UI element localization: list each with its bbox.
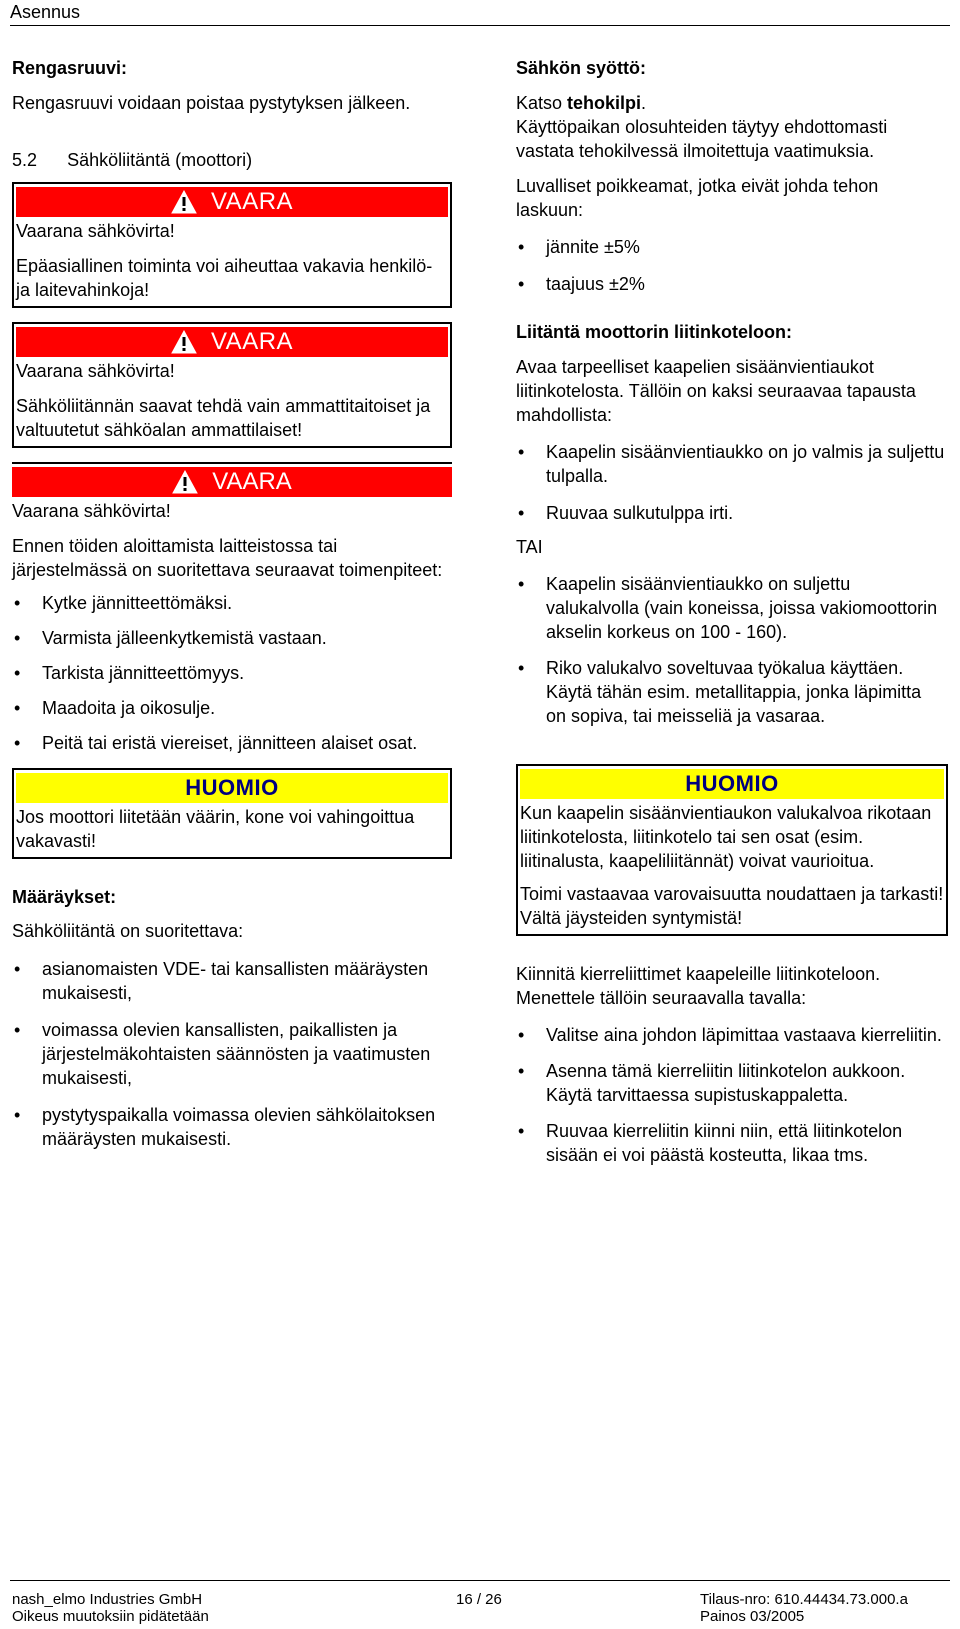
katso-bold: tehokilpi (567, 93, 642, 113)
warning-banner (16, 187, 448, 217)
maaraykset-heading: Määräykset: (12, 887, 117, 907)
warning-text: Epäasiallinen toiminta voi aiheuttaa vakavia henkilö- ja laitevahinkoja! (16, 256, 433, 300)
notice-label: HUOMIO (685, 771, 779, 796)
notice-box-2 (516, 764, 948, 936)
warning-banner (16, 327, 448, 357)
list-item: • pystytyspaikalla voimassa olevien sähkölaitoksen määräysten mukaisesti. (12, 1103, 452, 1151)
section-title: Sähköliitäntä (moottori) (67, 150, 253, 170)
list-item: • Valitse aina johdon läpimittaa vastaava kierreliitin. (516, 1023, 946, 1047)
notice-label: HUOMIO (185, 775, 279, 800)
left-column (12, 56, 452, 1151)
footer-rights: Oikeus muutoksiin pidätetään (12, 1608, 209, 1625)
warning-text: Sähköliitännän saavat tehdä vain ammattitaitoiset ja valtuutetut sähköalan ammattilaiset! (16, 396, 431, 440)
section-number: 5.2 (12, 150, 38, 170)
notice-text: Jos moottori liitetään väärin, kone voi vahingoittua vakavasti! (16, 807, 415, 851)
regulations-list (12, 957, 452, 1151)
case2-list (516, 572, 946, 728)
list-item: • Kaapelin sisäänvientiaukko on jo valmis ja suljettu tulpalla. (516, 440, 946, 488)
warning-title: Vaarana sähkövirta! (16, 361, 175, 381)
list-item: • voimassa olevien kansallisten, paikallisten ja järjestelmäkohtaisten säännösten ja vaatimusten mukaisesti, (12, 1018, 452, 1090)
warning-triangle-icon (172, 470, 198, 494)
list-item: • Maadoita ja oikosulje. (12, 696, 452, 720)
section-heading (12, 148, 452, 172)
list-item: • Ruuvaa kierreliitin kiinni niin, että liitinkotelon sisään ei voi päästä kosteutta, likaa tms. (516, 1119, 946, 1167)
katso-prefix: Katso (516, 93, 568, 113)
notice-banner (16, 773, 448, 803)
list-item: • taajuus ±2% (516, 272, 946, 296)
notice-box-1 (12, 768, 452, 859)
liitanta-text: Avaa tarpeelliset kaapelien sisäänvientiaukot liitinkotelosta. Tällöin on kaksi seuraavaa tapausta mahdollista: (516, 357, 916, 425)
list-item: • Kytke jännitteettömäksi. (12, 591, 452, 615)
footer-order-number: Tilaus-nro: 610.44434.73.000.a (700, 1591, 908, 1608)
footer-page-number: 16 / 26 (456, 1591, 502, 1608)
list-item: • Ruuvaa sulkutulppa irti. (516, 501, 946, 525)
list-item: • jännite ±5% (516, 235, 946, 259)
warning-label: VAARA (210, 328, 294, 355)
warning-label: VAARA (212, 468, 292, 495)
warning-text: Ennen töiden aloittamista laitteistossa tai järjestelmässä on suoritettava seuraavat toimenpiteet: (12, 536, 443, 580)
list-item: • Kaapelin sisäänvientiaukko on suljettu valukalvolla (vain koneissa, joissa vakiomoottorin akselin korkeus on 100 - 160). (516, 572, 946, 644)
kiinnita-text: Kiinnitä kierreliittimet kaapeleille liitinkoteloon. Menettele tällöin seuraavalla tavalla: (516, 964, 881, 1008)
warning-triangle-icon (171, 330, 197, 354)
warning-banner (12, 467, 452, 497)
list-item: • Asenna tämä kierreliitin liitinkotelon aukkoon. Käytä tarvittaessa supistuskappaletta. (516, 1059, 946, 1107)
rengas-heading: Rengasruuvi: (12, 58, 128, 78)
poikkeamat-text: Luvalliset poikkeamat, jotka eivät johda tehon laskuun: (516, 176, 879, 220)
notice-text-2: Toimi vastaavaa varovaisuutta noudattaen ja tarkasti! Vältä jäysteiden syntymistä! (520, 884, 944, 928)
warning-box-2 (12, 322, 452, 448)
maaraykset-text: Sähköliitäntä on suoritettava: (12, 921, 244, 941)
list-item: • Peitä tai eristä viereiset, jännitteen alaiset osat. (12, 731, 452, 755)
tai-label: TAI (516, 537, 543, 557)
case1-list (516, 440, 946, 525)
syotto-heading: Sähkön syöttö: (516, 58, 647, 78)
footer-edition: Painos 03/2005 (700, 1608, 805, 1625)
list-item: • Varmista jälleenkytkemistä vastaan. (12, 626, 452, 650)
page-footer (10, 1580, 950, 1625)
list-item: • Riko valukalvo soveltuvaa työkalua käyttäen. Käytä tähän esim. metallitappia, jonka läpimitta on sopiva, tai meisseliä ja vasaraa. (516, 656, 946, 728)
right-column (516, 56, 946, 1167)
fitting-steps-list (516, 1023, 946, 1167)
tolerances-list (516, 235, 946, 296)
safety-steps-list (12, 591, 452, 755)
list-item: • asianomaisten VDE- tai kansallisten määräysten mukaisesti, (12, 957, 452, 1005)
warning-box-3 (12, 462, 452, 755)
page-header (10, 0, 950, 26)
warning-triangle-icon (171, 190, 197, 214)
header-title: Asennus (10, 2, 81, 22)
notice-text-1: Kun kaapelin sisäänvientiaukon valukalvoa rikotaan liitinkotelosta, liitinkotelo tai sen osat (esim. liitinalusta, kaapeliliitännät) voivat vaurioitua. (520, 803, 932, 871)
list-item: • Tarkista jännitteettömyys. (12, 661, 452, 685)
kayttopaikka-text: Käyttöpaikan olosuhteiden täytyy ehdottomasti vastata tehokilvessä ilmoitettuja vaatimuksia. (516, 117, 888, 161)
rengas-text: Rengasruuvi voidaan poistaa pystytyksen jälkeen. (12, 93, 411, 113)
warning-title: Vaarana sähkövirta! (16, 221, 175, 241)
warning-box-1 (12, 182, 452, 308)
warning-title: Vaarana sähkövirta! (12, 501, 171, 521)
katso-line (516, 91, 946, 115)
notice-banner (520, 769, 944, 799)
footer-company: nash_elmo Industries GmbH (12, 1591, 203, 1608)
warning-label: VAARA (210, 188, 294, 215)
liitanta-heading: Liitäntä moottorin liitinkoteloon: (516, 322, 792, 342)
katso-suffix: . (641, 93, 647, 113)
